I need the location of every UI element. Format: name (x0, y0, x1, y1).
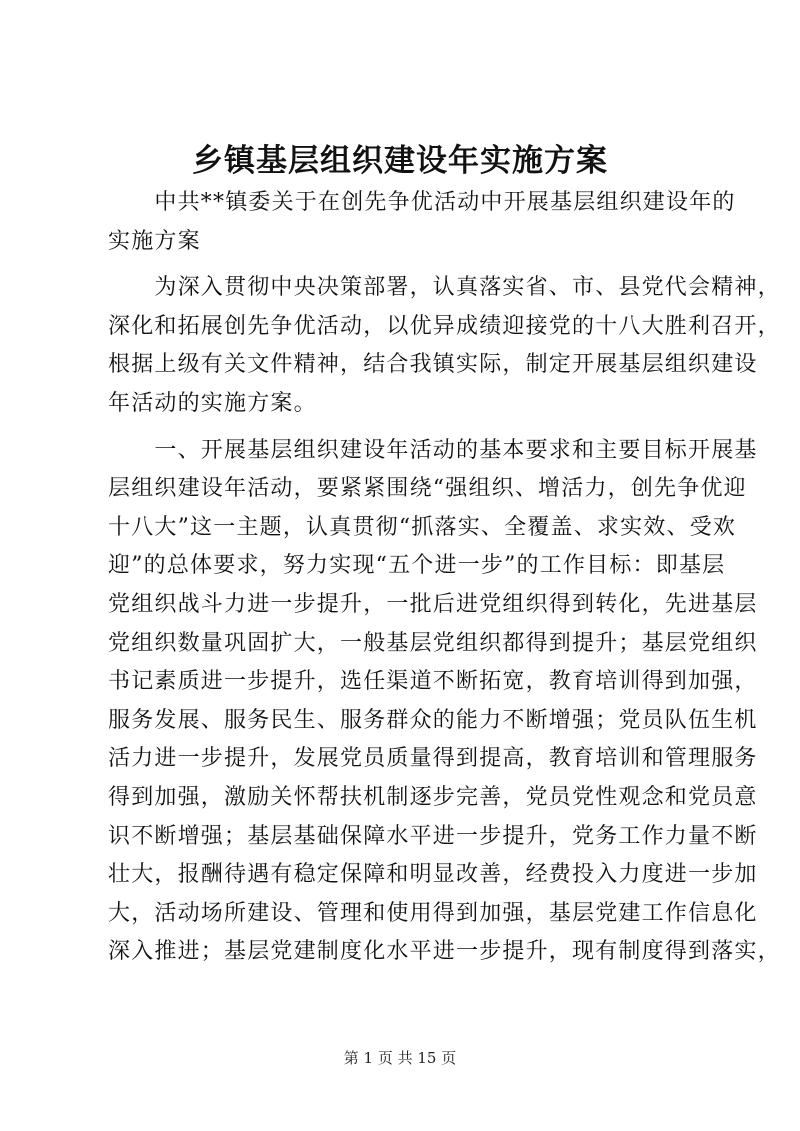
document-body (108, 184, 781, 972)
text-line: 根据上级有关文件精神，结合我镇实际，制定开展基层组织建设 (108, 352, 758, 378)
document-title: 乡镇基层组织建设年实施方案 (192, 143, 608, 179)
text-line: 识不断增强；基层基础保障水平进一步提升，党务工作力量不断 (108, 823, 758, 849)
text-line: 服务发展、服务民生、服务群众的能力不断增强；党员队伍生机 (108, 707, 758, 733)
text-line: 深入推进；基层党建制度化水平进一步提升，现有制度得到落实， (108, 939, 781, 965)
page-number-footer: 第 1 页 共 15 页 (343, 1049, 457, 1067)
text-line: 层组织建设年活动，要紧紧围绕“强组织、增活力，创先争优迎 (108, 476, 747, 502)
text-line: 深化和拓展创先争优活动，以优异成绩迎接党的十八大胜利召开， (108, 313, 781, 339)
text-line: 大，活动场所建设、管理和使用得到加强，基层党建工作信息化 (108, 900, 758, 926)
text-line: 中共**镇委关于在创先争优活动中开展基层组织建设年的 (108, 190, 736, 215)
text-line: 实施方案 (108, 228, 201, 254)
text-line: 活力进一步提升，发展党员质量得到提高，教育培训和管理服务 (108, 746, 758, 772)
section-one-paragraph (108, 432, 781, 972)
text-line: 十八大”这一主题，认真贯彻“抓落实、全覆盖、求实效、受欢 (108, 514, 737, 540)
text-line: 党组织数量巩固扩大，一般基层党组织都得到提升；基层党组织 (108, 630, 758, 656)
text-line: 书记素质进一步提升，选任渠道不断拓宽，教育培训得到加强， (108, 669, 758, 695)
text-line: 迎”的总体要求，努力实现“五个进一步”的工作目标：即基层 (108, 553, 726, 579)
subtitle-paragraph (108, 184, 736, 261)
text-line: 得到加强，激励关怀帮扶机制逐步完善，党员党性观念和党员意 (108, 784, 758, 810)
text-line: 壮大，报酬待遇有稳定保障和明显改善，经费投入力度进一步加 (108, 862, 758, 888)
text-line: 年活动的实施方案。 (108, 390, 317, 416)
text-line: 党组织战斗力进一步提升，一批后进党组织得到转化，先进基层 (108, 591, 758, 617)
text-line: 为深入贯彻中央决策部署，认真落实省、市、县党代会精神， (108, 275, 781, 301)
text-line: 一、开展基层组织建设年活动的基本要求和主要目标开展基 (108, 437, 758, 463)
intro-paragraph (108, 269, 781, 423)
